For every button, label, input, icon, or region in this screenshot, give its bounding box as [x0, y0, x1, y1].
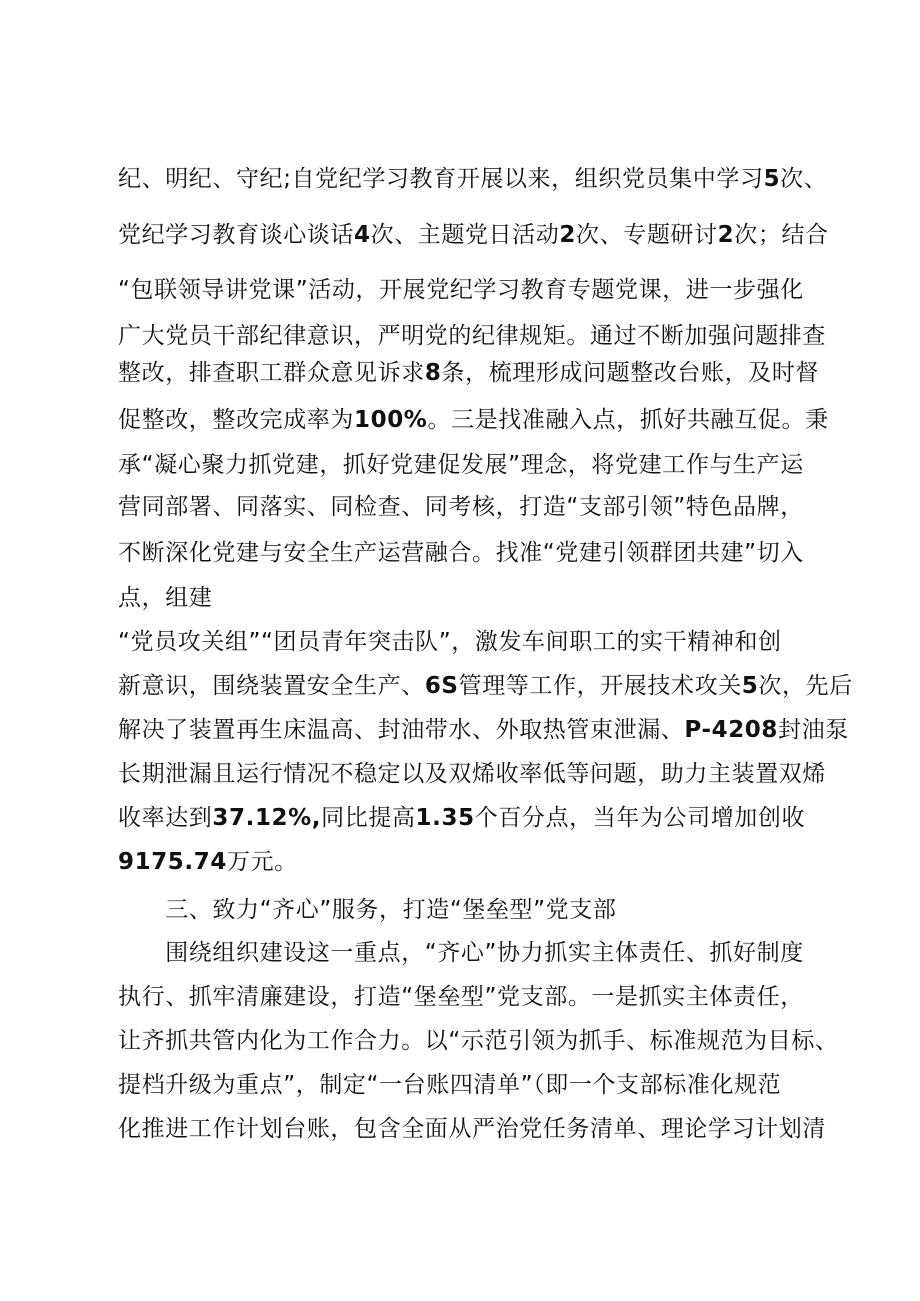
text-segment: 党纪学习教育谈心谈话 — [118, 222, 354, 248]
text-line — [118, 539, 804, 567]
text-segment: 不断深化党建与安全生产运营融合。找准“党建引领群团共建”切入 — [118, 540, 804, 566]
text-line — [118, 1071, 781, 1099]
bold-number: 2 — [717, 222, 735, 248]
text-segment: 封油泵 — [778, 717, 849, 743]
text-line — [118, 276, 804, 304]
text-segment: 承“凝心聚力抓党建，抓好党建促发展”理念，将党建工作与生产运 — [118, 452, 804, 478]
text-segment: 提档升级为重点”，制定“一台账四清单”（即一个支部标准化规范 — [118, 1072, 782, 1098]
bold-number: 1.35 — [415, 805, 475, 831]
text-line — [118, 760, 826, 788]
text-segment: 收率达到 — [118, 805, 213, 831]
text-segment: 长期泄漏且运行情况不稳定以及双烯收率低等问题，助力主装置双烯 — [118, 761, 826, 787]
text-segment: 纪、明纪、守纪;自党纪学习教育开展以来，组织党员集中学习 — [118, 166, 764, 192]
text-segment: 次、 — [780, 166, 828, 192]
text-segment: 次、主题党日活动 — [370, 222, 560, 248]
text-line — [118, 983, 804, 1011]
text-segment: 整改，排查职工群众意见诉求 — [118, 360, 425, 386]
text-segment: 同比提高 — [321, 805, 416, 831]
text-line — [118, 165, 827, 193]
bold-number: 9175.74 — [118, 849, 227, 875]
text-segment: 解决了装置再生床温高、封油带水、外取热管束泄漏、 — [118, 717, 685, 743]
text-segment: 条，梳理形成问题整改台账，及时督 — [441, 360, 820, 386]
text-segment: 促整改，整改完成率为 — [118, 407, 354, 433]
text-segment: 围绕组织建设这一重点，“齐心”协力抓实主体责任、抓好制度 — [118, 940, 804, 966]
text-line — [118, 322, 826, 350]
bold-number: 8 — [424, 360, 442, 386]
bold-number: 5 — [741, 673, 759, 699]
text-segment: 次，先后 — [758, 673, 853, 699]
text-line — [118, 1115, 826, 1143]
text-line — [118, 221, 829, 249]
bold-number: 100% — [354, 407, 428, 433]
text-line — [118, 672, 853, 700]
text-segment: 点，组建 — [118, 585, 213, 611]
text-segment: “党员攻关组”“团员青年突击队”，激发车间职工的实干精神和创 — [118, 629, 782, 655]
text-segment: 个百分点，当年为公司增加创收 — [474, 805, 806, 831]
bold-number: 2 — [559, 222, 577, 248]
text-segment: 营同部署、同落实、同检查、同考核，打造“支部引领”特色品牌， — [118, 494, 804, 520]
bold-number: 5 — [763, 166, 781, 192]
text-line — [118, 628, 782, 656]
text-line — [118, 716, 849, 744]
text-segment: 新意识，围绕装置安全生产、 — [118, 673, 425, 699]
bold-number: 4 — [354, 222, 371, 248]
bold-number: 37.12%, — [212, 805, 322, 831]
text-line — [118, 1027, 839, 1055]
text-line — [118, 939, 804, 967]
text-segment: “包联领导讲党课”活动，开展党纪学习教育专题党课，进一步强化 — [118, 277, 804, 303]
text-line — [118, 584, 212, 612]
text-line — [118, 359, 819, 387]
text-segment: 执行、抓牢清廉建设，打造“堡垒型”党支部。一是抓实主体责任， — [118, 984, 804, 1010]
text-line — [118, 804, 805, 832]
bold-number: P-4208 — [684, 717, 779, 743]
text-segment: 广大党员干部纪律意识，严明党的纪律规矩。通过不断加强问题排查 — [118, 323, 826, 349]
bold-number: 6S — [424, 673, 459, 699]
text-segment: 次、专题研讨 — [576, 222, 718, 248]
text-line — [118, 451, 804, 479]
text-line — [118, 896, 616, 924]
text-segment: 让齐抓共管内化为工作合力。以“示范引领为抓手、标准规范为目标、 — [118, 1028, 839, 1054]
text-segment: 万元。 — [226, 849, 298, 875]
text-line — [118, 493, 804, 521]
text-line — [118, 848, 298, 876]
text-segment: 三、致力“齐心”服务，打造“堡垒型”党支部 — [118, 897, 617, 923]
text-segment: 化推进工作计划台账，包含全面从严治党任务清单、理论学习计划清 — [118, 1116, 826, 1142]
text-segment: 次；结合 — [734, 222, 829, 248]
text-line — [118, 406, 829, 434]
text-segment: 。三是找准融入点，抓好共融互促。秉 — [427, 407, 829, 433]
text-segment: 管理等工作，开展技术攻关 — [458, 673, 742, 699]
